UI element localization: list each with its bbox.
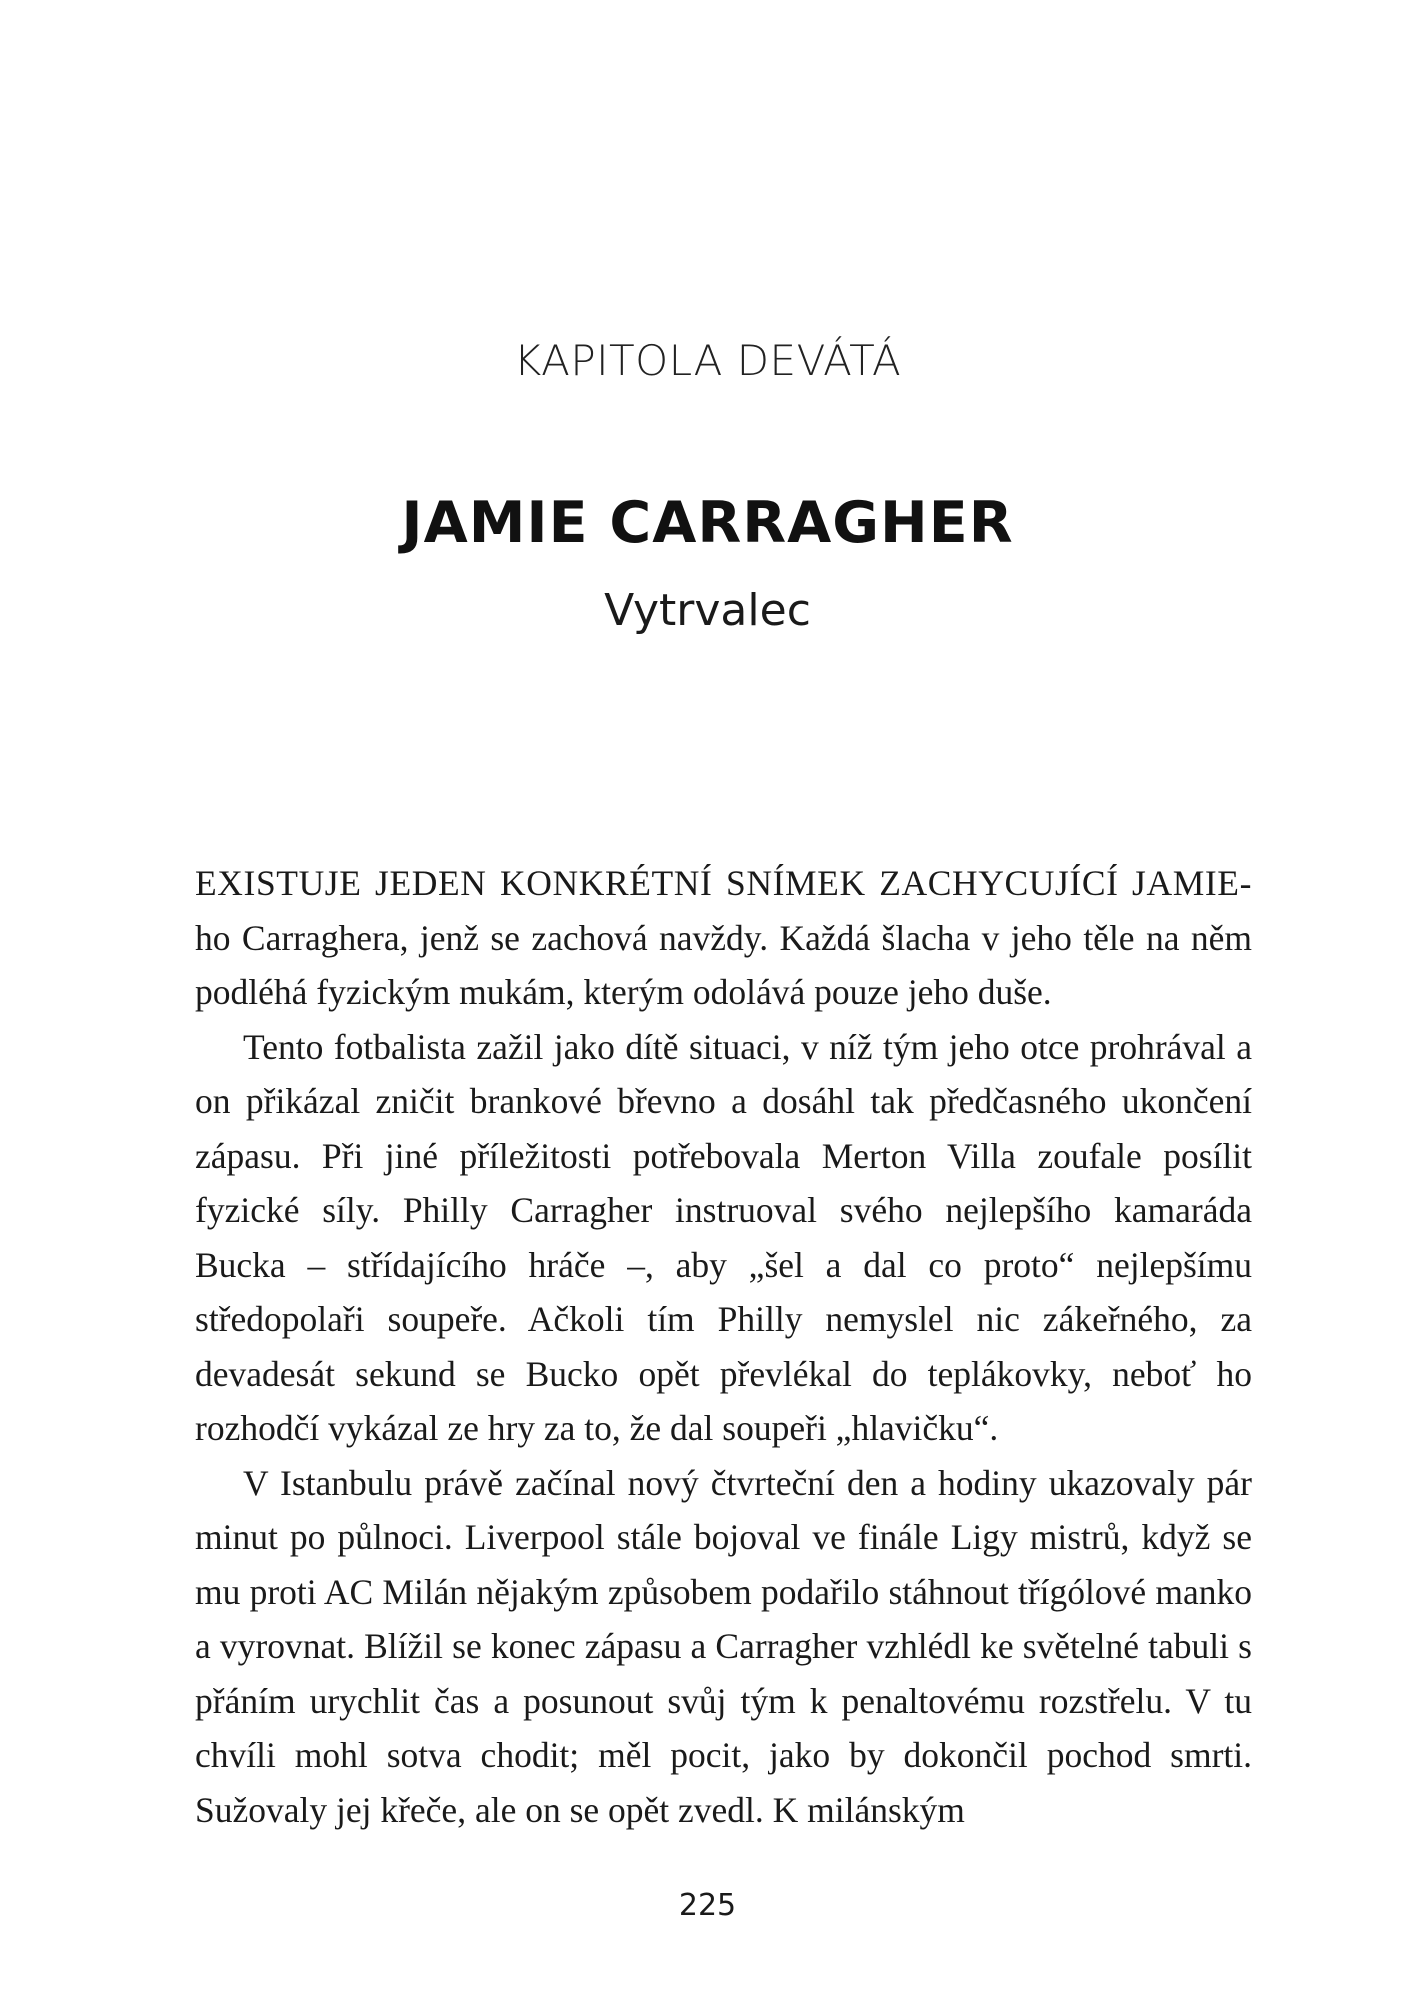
body-text [195,856,1252,1837]
chapter-label: KAPITOLA DEVÁTÁ [513,336,902,385]
page-number: 225 [678,1888,737,1923]
paragraph-1-lead: EXISTUJE JEDEN KONKRÉTNÍ SNÍMEK ZACHYCUJÍCÍ JAMIE- [195,863,1252,903]
paragraph-3: V Istanbulu právě začínal nový čtvrteční den a hodiny ukazovaly pár minut po půlnoci. Liverpool stále bojoval ve finále Ligy mistrů, když se mu proti AC Milán nějakým způsobem podařilo stáhnout třígólové manko a vyrovnat. Blížil se konec zápasu a Carragher vzhlédl ke světelné tabuli s přáním urychlit čas a posunout svůj tým k penaltovému rozstřelu. V tu chvíli mohl sotva chodit; měl pocit, jako by dokončil pochod smrti. Sužovaly jej křeče, ale on se opět zvedl. K milánským [195,1462,1252,1830]
paragraph-1-rest: ho Carraghera, jenž se zachová navždy. Každá šlacha v jeho těle na něm podléhá fyzickým mukám, kterým odolává pouze jeho duše. [195,917,1252,1012]
paragraph-1 [195,856,1252,1020]
paragraph-2: Tento fotbalista zažil jako dítě situaci, v níž tým jeho otce prohrával a on přikázal zničit brankové břevno a dosáhl tak předčasného ukončení zápasu. Při jiné příležitosti potřebovala Merton Villa zoufale posílit fyzické síly. Philly Carragher instruoval svého nejlepšího kamaráda Bucka – střídajícího hráče –, aby „šel a dal co proto“ nejlepšímu středopolaři soupeře. Ačkoli tím Philly nemyslel nic zákeřného, za devadesát sekund se Bucko opět převlékal do teplákovky, neboť ho rozhodčí vykázal ze hry za to, že dal soupeři „hlavičku“. [195,1026,1252,1448]
chapter-subtitle: Vytrvalec [604,585,811,636]
chapter-title: JAMIE CARRAGHER [401,490,1014,556]
